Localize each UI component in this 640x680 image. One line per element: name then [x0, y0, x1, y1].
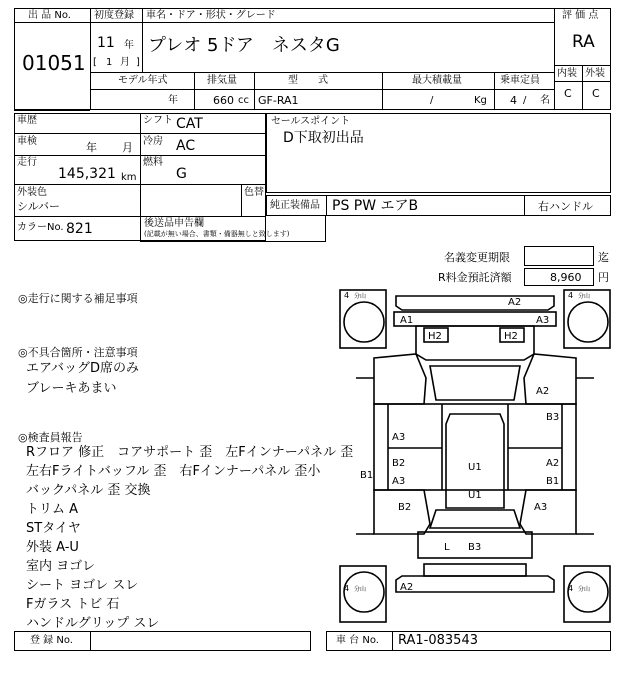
mark-a2-right-door: A2 [546, 458, 560, 469]
color-no: 821 [66, 221, 93, 237]
car-name: プレオ 5ドア ネスタG [148, 35, 340, 56]
mark-u1-roof-rear: U1 [468, 490, 482, 501]
model-label: 型 式 [288, 75, 328, 86]
reg-year: 11 [97, 35, 115, 51]
inspector-line: STタイヤ [26, 521, 81, 536]
exterior-label: 外装 [585, 68, 605, 79]
mark-a3-front: A3 [536, 315, 550, 326]
inspector-line: 左右Fライトバッフル 歪 右Fインナーパネル 歪小 [26, 464, 321, 479]
defects-label: ◎不具合箇所・注意事項 [18, 346, 138, 359]
mark-a3-left-rear-door: A3 [392, 476, 406, 487]
mark-a2-front-bumper: A2 [508, 297, 522, 308]
reg-month-close: ] [136, 57, 140, 68]
name-change-box [524, 246, 594, 266]
mileage-label: 走行 [17, 157, 37, 168]
recycle-fee: 8,960 [550, 271, 582, 284]
tire-rl-unit: 分山 [354, 586, 367, 593]
interior-grade: C [564, 87, 572, 100]
displacement-label: 排気量 [207, 75, 237, 86]
inspector-line: ハンドルグリップ スレ [26, 616, 160, 631]
steering: 右ハンドル [538, 200, 593, 213]
fuel: G [176, 166, 187, 182]
shift: CAT [176, 116, 203, 132]
reg-month: 1 [106, 57, 113, 68]
aftermarket-note: (記載が無い場合、書類・備器無しと致します) [144, 230, 290, 238]
inspector-line: トリム A [26, 502, 79, 517]
mileage-unit: km [121, 172, 137, 183]
recycle-unit: 円 [598, 271, 609, 284]
fuel-label: 燃料 [143, 157, 163, 168]
color-change-label: 色替 [244, 187, 264, 198]
mark-a3-right-quarter: A3 [534, 502, 548, 513]
tire-rr-unit: 分山 [578, 586, 591, 593]
max-load-label: 最大積載量 [412, 75, 462, 86]
inspection-year-unit: 年 [86, 141, 97, 154]
history-label: 車歴 [17, 115, 37, 126]
tire-fl-unit: 分山 [354, 293, 367, 300]
mark-a2-rear-bumper: A2 [400, 582, 414, 593]
max-load-unit: Kg [474, 95, 487, 106]
chassis-label: 車 台 No. [336, 635, 379, 646]
ac-label: 冷房 [143, 136, 163, 147]
mark-h2-left: H2 [428, 331, 442, 342]
sales-point: D下取初出品 [283, 130, 364, 146]
defect-line: ブレーキあまい [26, 381, 117, 396]
equipment-label: 純正装備品 [270, 200, 320, 211]
tire-fl-depth: 4 [344, 291, 350, 300]
inspector-line: Rフロア 修正 コアサポート 歪 左Fインナーパネル 歪 [26, 445, 354, 460]
header-table [14, 8, 611, 110]
name-change-label: 名義変更期限 [444, 251, 510, 264]
first-reg-label: 初度登録 [94, 10, 134, 21]
inspector-label: ◎検査員報告 [18, 431, 83, 444]
rating-label: 評 価 点 [562, 10, 599, 21]
displacement: 660 [213, 94, 234, 107]
displacement-unit: cc [238, 95, 249, 106]
lot-label: 出 品 No. [28, 10, 71, 21]
inspector-line: 室内 ヨゴレ [26, 559, 96, 574]
model-year-unit: 年 [168, 95, 178, 106]
inspection-month-unit: 月 [122, 141, 133, 154]
mark-l-trunk: L [444, 542, 450, 553]
equipment: PS PW エアB [332, 198, 419, 214]
interior-label: 内装 [557, 68, 577, 79]
mark-a3-left-door: A3 [392, 432, 406, 443]
color-label: 外装色 [17, 187, 47, 198]
reg-no-label: 登 録 No. [30, 635, 73, 646]
car-damage-diagram [338, 288, 612, 624]
car-name-label: 車名・ドア・形状・グレード [146, 10, 276, 21]
defect-line: エアバッグD席のみ [26, 361, 139, 376]
mark-b2-left-door: B2 [392, 458, 406, 469]
mark-b3-trunk: B3 [468, 542, 482, 553]
color: シルバー [17, 200, 60, 213]
capacity-unit: 名 [540, 95, 550, 106]
tire-rl-depth: 4 [344, 584, 350, 593]
aftermarket-label: 後送品申告欄 [144, 218, 204, 229]
sales-point-label: セールスポイント [271, 116, 351, 127]
capacity-sep: / [523, 95, 527, 106]
mark-b3-right-fender: B3 [546, 412, 560, 423]
capacity: 4 [510, 94, 517, 107]
inspector-line: Fガラス トビ 石 [26, 597, 120, 612]
max-load-sep: / [430, 95, 434, 106]
lot-number: 01051 [22, 51, 86, 75]
color-no-label: カラーNo. [17, 222, 64, 233]
shift-label: シフト [143, 115, 173, 126]
exterior-grade: C [592, 87, 600, 100]
tire-fr-depth: 4 [568, 291, 574, 300]
mark-b1-left-side: B1 [360, 470, 374, 481]
ac: AC [176, 138, 196, 154]
tire-fr-unit: 分山 [578, 293, 591, 300]
reg-month-open: [ [93, 57, 97, 68]
name-change-unit: 迄 [598, 251, 609, 264]
inspector-line: シート ヨゴレ スレ [26, 578, 139, 593]
inspector-line: バックパネル 歪 交換 [26, 483, 151, 498]
driving-notes-label: ◎走行に関する補足事項 [18, 292, 138, 305]
mark-a1-front: A1 [400, 315, 414, 326]
chassis-number: RA1-083543 [398, 633, 478, 648]
mileage: 145,321 [58, 166, 116, 182]
tire-rr-depth: 4 [568, 584, 574, 593]
reg-year-unit: 年 [124, 40, 134, 51]
rating-value: RA [572, 32, 595, 52]
model-code: GF-RA1 [258, 94, 299, 107]
mark-h2-right: H2 [504, 331, 518, 342]
mark-u1-roof-front: U1 [468, 462, 482, 473]
mark-b1-right-door: B1 [546, 476, 560, 487]
recycle-label: R料金預託済額 [438, 271, 512, 284]
model-year-label: モデル年式 [118, 75, 168, 86]
inspection-label: 車検 [17, 136, 37, 147]
mark-a2-right-fender: A2 [536, 386, 550, 397]
mark-b2-left-quarter: B2 [398, 502, 412, 513]
inspector-line: 外装 A-U [26, 540, 79, 555]
capacity-label: 乗車定員 [500, 75, 540, 86]
reg-month-unit: 月 [120, 57, 130, 68]
